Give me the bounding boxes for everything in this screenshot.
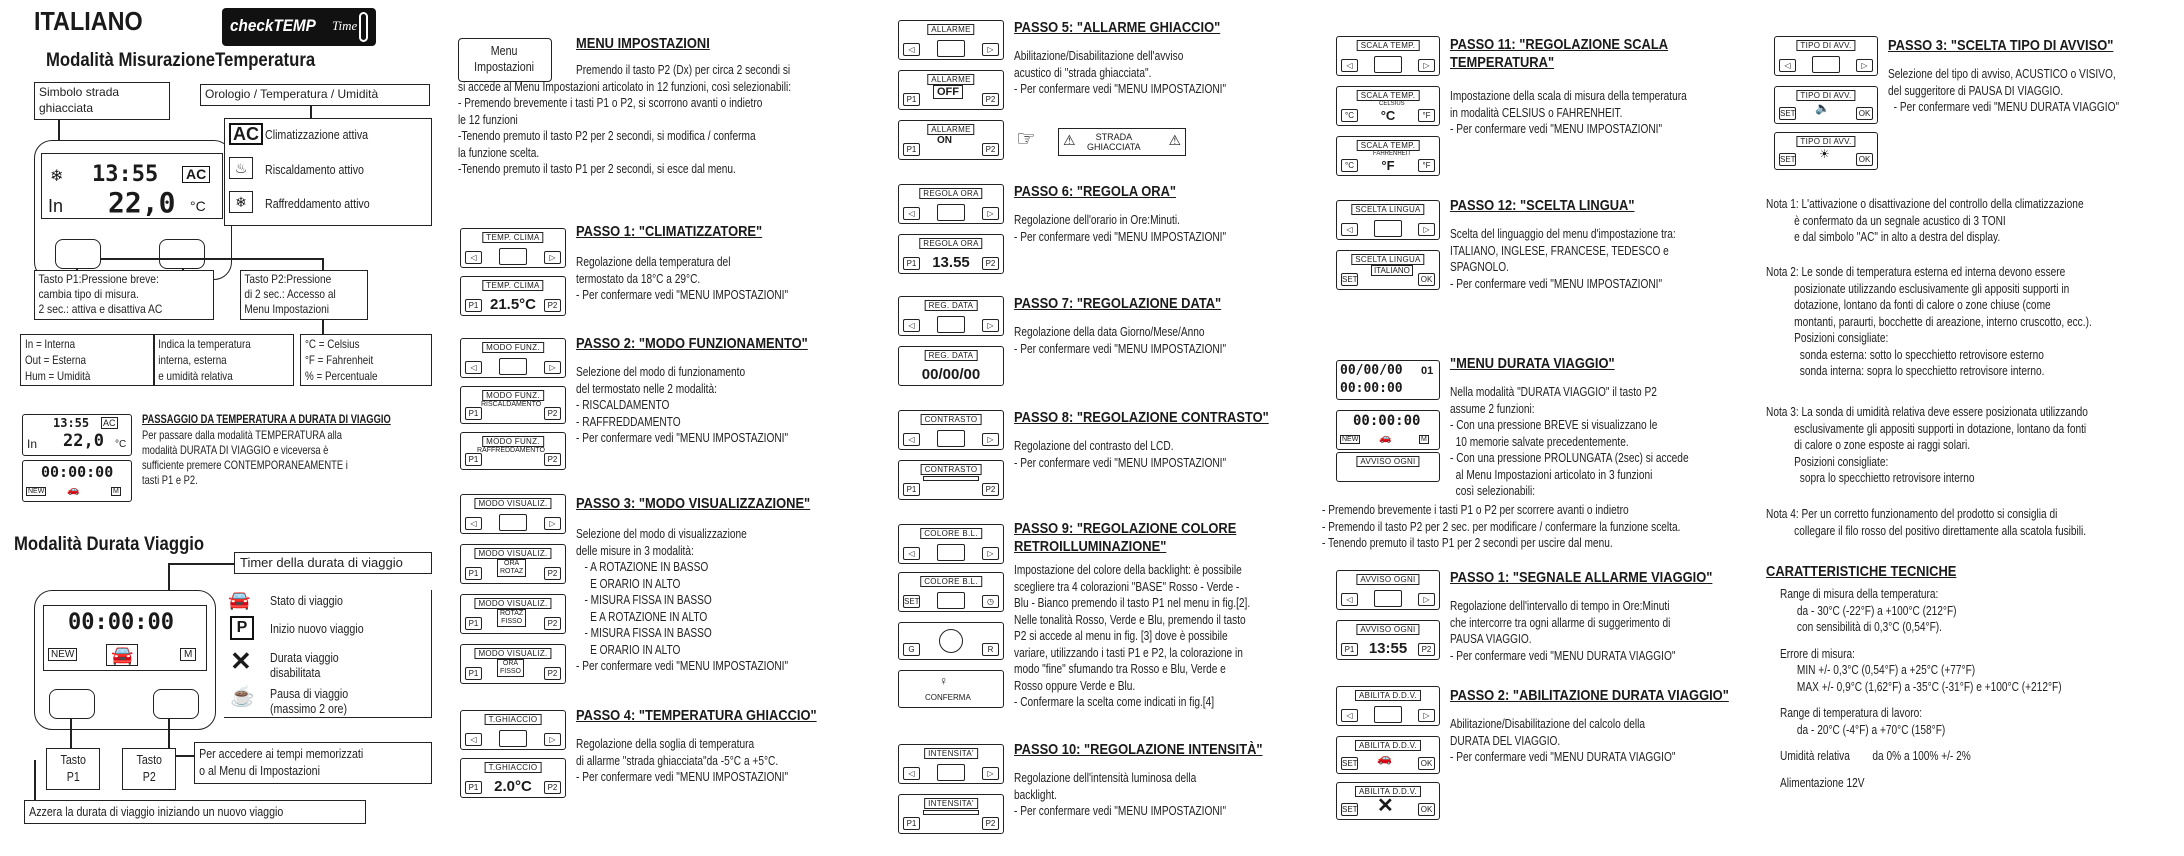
section-title-temperatura: Modalità MisurazioneTemperatura [46, 50, 316, 71]
device-colore-bl-4: ♀ CONFERMA [898, 670, 1004, 708]
p2-description: Tasto P2:Pressione di 2 sec.: Accesso al Menu Impostazioni [240, 270, 368, 320]
device-display-viaggio [34, 590, 216, 730]
device-modo-funz-3: MODO FUNZ. RAFFREDDAMENTO P1 P2 [460, 432, 566, 470]
device-contrasto-1: CONTRASTO ◁ ▷ [898, 410, 1004, 450]
heating-icon: ♨ [229, 157, 253, 179]
brand-logo-sub: Time [332, 18, 358, 33]
units-box: °C = Celsius °F = Fahrenheit % = Percentuale [300, 334, 432, 386]
viaggio-passo1-text: Regolazione dell'intervallo di tempo in Ore:Minuti che intercorre tra ogni allarme di suggerimento di PAUSA VIAGGIO. - Per confermare vedi "MENU DURATA VIAGGIO" [1450, 598, 1676, 663]
trip-legend: 🚘 Stato di viaggio P Inizio nuovo viaggio ✕ Durata viaggio disabilitata ☕ Pausa di viaggio (massimo 2 ore) [224, 590, 432, 718]
passo10-text: Regolazione dell'intensità luminosa della backlight. - Per confermare vedi "MENU IMPOSTAZIONI" [1014, 770, 1227, 818]
parking-icon: P [230, 616, 254, 640]
tech-specs: Range di misura della temperatura: da - 30°C (-22°F) a +100°C (212°F) con sensibilità di 0,3°C (0,54°F). Errore di misura: MIN +/- 0,3°C (0,54°F) a +25°C (+77°F) MAX +/- 0,9°C (1,62°F) a -35°C (-31°F) e +100°C (+212°F) Range di temperatura di lavoro: da - 20°C (-4°F) a +70°C (158°F) Umidità relativa da 0% a 100% +/- 2% Alimentazione 12V [1780, 586, 2062, 790]
device-scala-temp-3: SCALA TEMP. FAHRENHEIT °F °C °F [1336, 136, 1440, 176]
viaggio-passo1-title: PASSO 1: "SEGNALE ALLARME VIAGGIO" [1450, 569, 1713, 586]
button-p1[interactable] [55, 239, 101, 269]
device-modo-funz-2: MODO FUNZ. RISCALDAMENTO P1 P2 [460, 386, 566, 424]
device-allarme-1: ALLARME ◁ ▷ [898, 20, 1004, 60]
device-temp-clima-1: TEMP. CLIMA ◁ ▷ [460, 228, 566, 268]
device-contrasto-2: CONTRASTO P1 P2 [898, 460, 1004, 500]
lcd-screen [41, 153, 223, 219]
button-p2[interactable] [153, 689, 199, 719]
coffee-icon: ☕ [230, 686, 255, 708]
device-colore-bl-3: G R [898, 622, 1004, 660]
viaggio-passo3-text: Selezione del tipo di avviso, ACUSTICO o VISIVO, del suggeritore di PAUSA DI VIAGGIO. - Per confermare vedi "MENU DURATA VIAGGIO" [1888, 66, 2120, 114]
passo6-title: PASSO 6: "REGOLA ORA" [1014, 183, 1177, 200]
device-t-ghiaccio-1: T.GHIACCIO ◁ ▷ [460, 710, 566, 750]
section-title-durata: Modalità Durata Viaggio [14, 534, 205, 555]
passo10-title: PASSO 10: "REGOLAZIONE INTENSITÀ" [1014, 741, 1263, 758]
passo6-text: Regolazione dell'orario in Ore:Minuti. - Per confermare vedi "MENU IMPOSTAZIONI" [1014, 212, 1227, 244]
device-avviso-ogni-1: AVVISO OGNI ◁ ▷ [1336, 570, 1440, 610]
menu-durata-text2: - Premendo brevemente i tasti P1 o P2 per scorrere avanti o indietro - Premendo il tasto P2 per 2 sec. per modificare / confermare la funzione scelta. - Tenendo premuto il tasto P1 per 2 secondi per uscire dal menu. [1322, 502, 1681, 550]
device-tipo-avv-1: TIPO DI AVV. ◁ ▷ [1774, 36, 1878, 76]
device-scala-temp-1: SCALA TEMP. ◁ ▷ [1336, 36, 1440, 76]
lcd-in-label: In [48, 196, 64, 216]
strada-ghiacciata-badge: ⚠ STRADA GHIACCIATA ⚠ [1058, 128, 1186, 156]
lcd-unit: °C [190, 198, 206, 214]
device-avviso-ogni-2: AVVISO OGNI 13:55 P1 P2 [1336, 620, 1440, 660]
device-allarme-2: ALLARME OFF P1 P2 [898, 70, 1004, 110]
lcd-ac-badge: AC [182, 166, 210, 183]
disabled-icon: ✕ [230, 646, 252, 676]
menu-impostazioni-icon: Menu Impostazioni [458, 38, 552, 82]
passo3-text: Selezione del modo di visualizzazione delle misure in 3 modalità: - A ROTAZIONE IN BASSO E ORARIO IN ALTO - MISURA FISSA IN BASSO E A ROTAZIONE IN ALTO - MISURA FISSA IN BASSO E ORARIO IN ALTO - Per confermare vedi "MENU IMPOSTAZIONI" [576, 526, 789, 673]
passo12-text: Scelta del linguaggio del menu d'impostazione tra: ITALIANO, INGLESE, FRANCESE, TEDESCO e SPAGNOLO. - Per confermare vedi "MENU IMPOSTAZIONI" [1450, 226, 1676, 291]
lcd-time: 13:55 [92, 162, 159, 187]
passo9-title: PASSO 9: "REGOLAZIONE COLORE RETROILLUMINAZIONE" [1014, 520, 1237, 555]
passo8-text: Regolazione del contrasto del LCD. - Per confermare vedi "MENU IMPOSTAZIONI" [1014, 438, 1227, 470]
memo-label: Per accedere ai tempi memorizzati o al Menu di Impostazioni [194, 742, 432, 784]
device-abilita-ddv-3: ABILITA D.D.V. ✕ SET OK [1336, 782, 1440, 820]
car-icon: 🚘 [106, 644, 138, 666]
mini-display-trip: 00:00:00 NEW 🚗 M [22, 460, 132, 502]
mini-display-temp: 13:55 AC In 22,0 °C [22, 414, 132, 456]
ac-icon: AC [229, 123, 263, 145]
nota-4: Nota 4: Per un corretto funzionamento del prodotto si consiglia di collegare il filo rosso del positivo direttamente alla scatola fusibili. [1766, 506, 2087, 538]
device-reg-data-1: REG. DATA ◁ ▷ [898, 296, 1004, 336]
passo2-text: Selezione del modo di funzionamento del termostato nelle 2 modalità: - RISCALDAMENTO - RAFFREDDAMENTO - Per confermare vedi "MENU IMPOSTAZIONI" [576, 364, 789, 445]
timer-label: Timer della durata di viaggio [234, 552, 432, 574]
device-intensita-2: INTENSITA' P1 P2 [898, 794, 1004, 834]
device-scelta-lingua-2: SCELTA LINGUA ITALIANO SET OK [1336, 250, 1440, 290]
passo5-text: Abilitazione/Disabilitazione dell'avviso acustico di "strada ghiacciata". - Per confermare vedi "MENU IMPOSTAZIONI" [1014, 48, 1227, 96]
callout-clock: Orologio / Temperatura / Umidità [200, 84, 430, 106]
device-scala-temp-2: SCALA TEMP. CELSIUS °C °C °F [1336, 86, 1440, 126]
thermometer-icon [359, 12, 368, 42]
device-regola-ora-1: REGOLA ORA ◁ ▷ [898, 184, 1004, 224]
legend-box [224, 118, 432, 226]
new-badge: NEW [48, 648, 77, 661]
passo8-title: PASSO 8: "REGOLAZIONE CONTRASTO" [1014, 409, 1269, 426]
tech-title: CARATTERISTICHE TECNICHE [1766, 563, 1957, 580]
memory-icon: M [113, 488, 119, 495]
device-abilita-ddv-2: ABILITA D.D.V. 🚗 SET OK [1336, 736, 1440, 774]
p1-description: Tasto P1:Pressione breve: cambia tipo di misura. 2 sec.: attiva e disattiva AC [34, 270, 214, 320]
nota-2: Nota 2: Le sonde di temperatura esterna ed interna devono essere posizionate utilizzando esclusivamente gli appositi supporti in dotazione, lontano da fonti di calore o zone chiuse (come montanti, paraurti, bocchette di areazione, interno cruscotto, ecc.). Posizioni consigliate: sonda esterna: sotto lo specchietto retrovisore esterno sonda interna: sopra lo specchietto retrovisore interno. [1766, 264, 2092, 378]
passo9-text: Impostazione del colore della backlight: è possibile scegliere tra 4 colorazioni "BASE" Rosso - Verde - Blu - Bianco premendo il tasto P1 nel menu in fig.[2]. Nelle tonalità Rosso, Verde e Blu, premendo il tasto P2 si accede al menu in fig. [3] dove è possibile variare, utilizzando i tasti P1 e P2, la colorazione in modo "fine" sfumando tra Rosso e Blu, Verde e Rosso oppure Verde e Blu. - Confermare la scelta come indicati in fig.[4] [1014, 562, 1251, 709]
brand-logo [222, 8, 376, 46]
tasto-p1-label: Tasto P1 [46, 748, 100, 790]
device-colore-bl-1: COLORE B.L. ◁ ▷ [898, 524, 1004, 564]
device-modo-visualiz-4: MODO VISUALIZ. ORA FISSO P1 P2 [460, 644, 566, 684]
device-reg-data-2: REG. DATA 00/00/00 [898, 346, 1004, 386]
nota-3: Nota 3: La sonda di umidità relativa deve essere posizionata utilizzando esclusivamente gli appositi supporti in dotazione, lontano da fonti di calore o zone esposte ai raggi solari. Posizioni consigliate: sopra lo specchietto retrovisore interno [1766, 404, 2088, 485]
passo1-text: Regolazione della temperatura del termostato da 18°C a 29°C. - Per confermare vedi "MENU IMPOSTAZIONI" [576, 254, 789, 302]
car-icon: 🚘 [228, 590, 251, 610]
device-modo-funz-1: MODO FUNZ. ◁ ▷ [460, 338, 566, 378]
legend-ac: Climatizzazione attiva [265, 127, 369, 142]
device-intensita-1: INTENSITA' ◁ ▷ [898, 744, 1004, 784]
device-modo-visualiz-2: MODO VISUALIZ. ORA ROTAZ P1 P2 [460, 544, 566, 584]
menu-durata-text: Nella modalità "DURATA VIAGGIO" il tasto P2 assume 2 funzioni: - Con una pressione BREVE si visualizzano le 10 memorie salvate precedentemente. - Con una pressione PROLUNGATA (2sec) si accede al Menu Impostazioni articolato in 3 funzioni così selezionabili: [1450, 384, 1689, 498]
viaggio-passo2-title: PASSO 2: "ABILITAZIONE DURATA VIAGGIO" [1450, 687, 1729, 704]
brand-logo-text: checkTEMP [230, 16, 316, 35]
passo3-title: PASSO 3: "MODO VISUALIZZAZIONE" [576, 495, 811, 512]
device-allarme-3: ALLARME ON P1 P2 [898, 120, 1004, 160]
device-temp-clima-2: TEMP. CLIMA 21.5°C P1 P2 [460, 276, 566, 316]
passo2-title: PASSO 2: "MODO FUNZIONAMENTO" [576, 335, 808, 352]
passo4-text: Regolazione della soglia di temperatura di allarme "strada ghiacciata"da -5°C a +5°C. - Per confermare vedi "MENU IMPOSTAZIONI" [576, 736, 789, 784]
viaggio-passo3-title: PASSO 3: "SCELTA TIPO DI AVVISO" [1888, 37, 2114, 54]
passaggio-text: Per passare dalla modalità TEMPERATURA alla modalità DURATA DI VIAGGIO e viceversa è sufficiente premere CONTEMPORANEAMENTE i tasti P1 e P2. [142, 428, 348, 487]
ice-icon: ❄ [50, 168, 64, 185]
passo7-text: Regolazione della data Giorno/Mese/Anno - Per confermare vedi "MENU IMPOSTAZIONI" [1014, 324, 1227, 356]
device-t-ghiaccio-2: T.GHIACCIO 2.0°C P1 P2 [460, 758, 566, 798]
trip-lcd [43, 605, 207, 671]
menu-text: Premendo il tasto P2 (Dx) per circa 2 secondi si si accede al Menu Impostazioni articolato in 12 funzioni, così selezionabili: - Premendo brevemente i tasti P1 o P2, si scorrono avanti o indietro le 12 funzioni -Tenendo premuto il tasto P2 per 2 secondi, si modifica / conferma la funzione scelta. -Tenendo premuto il tasto P1 per 2 secondi, si esce dal menu. [458, 62, 792, 176]
legend-heating: Riscaldamento attivo [265, 162, 364, 177]
passo12-title: PASSO 12: "SCELTA LINGUA" [1450, 197, 1635, 214]
device-colore-bl-2: COLORE B.L. SET ◷ [898, 572, 1004, 612]
device-scelta-lingua-1: SCELTA LINGUA ◁ ▷ [1336, 200, 1440, 240]
device-durata-avviso: AVVISO OGNI [1336, 452, 1440, 482]
callout-ice-symbol: Simbolo strada ghiacciata [34, 82, 170, 120]
tasto-p2-label: Tasto P2 [122, 748, 176, 790]
passo11-title: PASSO 11: "REGOLAZIONE SCALA TEMPERATURA" [1450, 36, 1669, 71]
car-icon: 🚗 [67, 485, 80, 496]
button-p1[interactable] [49, 689, 95, 719]
indica-box: Indica la temperatura interna, esterna e umidità relativa [154, 334, 294, 386]
button-p2[interactable] [159, 239, 205, 269]
passo7-title: PASSO 7: "REGOLAZIONE DATA" [1014, 295, 1222, 312]
menu-durata-title: "MENU DURATA VIAGGIO" [1450, 355, 1615, 372]
memory-icon: M [180, 648, 196, 661]
viaggio-passo2-text: Abilitazione/Disabilitazione del calcolo della DURATA DEL VIAGGIO. - Per confermare vedi "MENU DURATA VIAGGIO" [1450, 716, 1676, 764]
device-tipo-avv-3: TIPO DI AVV. ☀ SET OK [1774, 132, 1878, 170]
nota-1: Nota 1: L'attivazione o disattivazione del controllo della climatizzazione è confermato da un segnale acustico di 3 TONI e dal simbolo "AC" in alto a destra del display. [1766, 196, 2084, 244]
cooling-icon: ❄ [229, 191, 253, 213]
abbreviations: In = Interna Out = Esterna Hum = Umidità [20, 334, 154, 386]
passo4-title: PASSO 4: "TEMPERATURA GHIACCIO" [576, 707, 817, 724]
azzera-label: Azzera la durata di viaggio iniziando un nuovo viaggio [24, 800, 366, 824]
device-durata-lcd: 00/00/00 00:00:00 01 [1336, 360, 1440, 400]
passaggio-title: PASSAGGIO DA TEMPERATURA A DURATA DI VIAGGIO [142, 412, 391, 426]
device-modo-visualiz-1: MODO VISUALIZ. ◁ ▷ [460, 494, 566, 534]
legend-cooling: Raffreddamento attivo [265, 196, 370, 211]
menu-title: MENU IMPOSTAZIONI [576, 35, 710, 52]
device-durata-trip: 00:00:00 NEW 🚗 M [1336, 410, 1440, 450]
pointing-hand-icon: ☞ [1016, 126, 1036, 151]
trip-time: 00:00:00 [68, 610, 174, 635]
passo1-title: PASSO 1: "CLIMATIZZATORE" [576, 223, 763, 240]
language-title: ITALIANO [34, 6, 143, 36]
device-abilita-ddv-1: ABILITA D.D.V. ◁ ▷ [1336, 686, 1440, 726]
device-tipo-avv-2: TIPO DI AVV. 🔈 SET OK [1774, 86, 1878, 124]
device-regola-ora-2: REGOLA ORA 13.55 P1 P2 [898, 234, 1004, 274]
lcd-temperature: 22,0 [108, 186, 176, 219]
device-modo-visualiz-3: MODO VISUALIZ. ROTAZ FISSO P1 P2 [460, 594, 566, 634]
passo5-title: PASSO 5: "ALLARME GHIACCIO" [1014, 19, 1221, 36]
passo11-text: Impostazione della scala di misura della temperatura in modalità CELSIUS o FAHRENHEIT. - Per confermare vedi "MENU IMPOSTAZIONI" [1450, 88, 1687, 136]
